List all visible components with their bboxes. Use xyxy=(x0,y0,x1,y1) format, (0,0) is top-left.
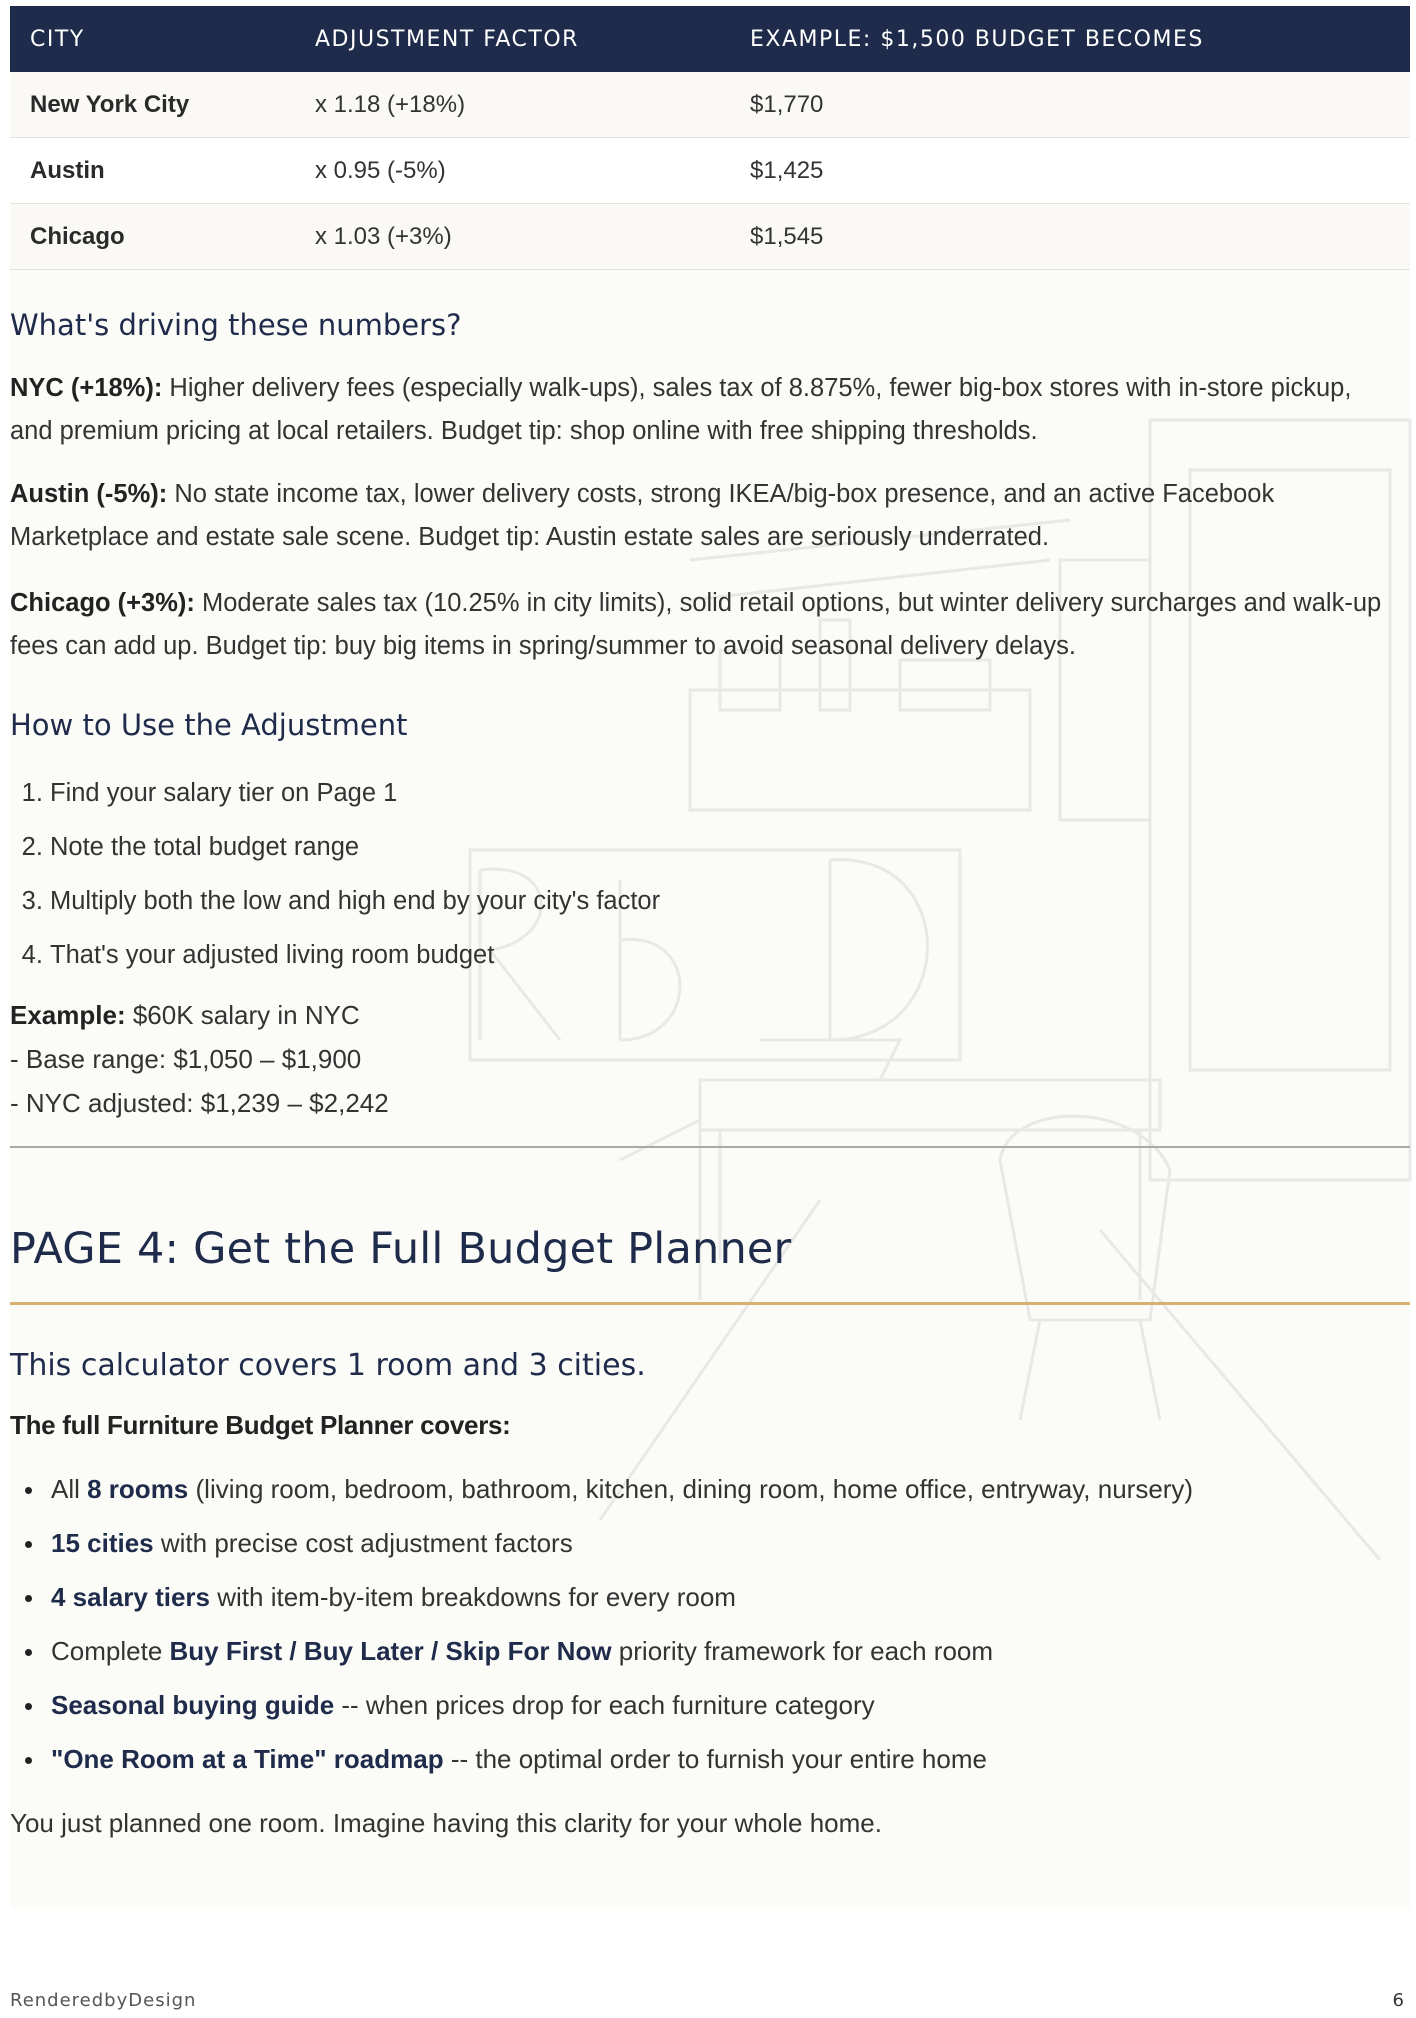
cell-example: $1,545 xyxy=(730,204,1410,270)
table-row xyxy=(10,204,1410,270)
feature-pre: Complete xyxy=(51,1636,170,1666)
feature-post: -- the optimal order to furnish your entire home xyxy=(443,1744,987,1774)
cell-factor: x 1.03 (+3%) xyxy=(295,204,730,270)
list-item: 2. Note the total budget range xyxy=(50,820,660,874)
footer-brand: RenderedbyDesign xyxy=(10,1990,197,2011)
example-text: $60K salary in NYC xyxy=(125,1000,360,1030)
list-item: 1. Find your salary tier on Page 1 xyxy=(50,766,660,820)
list-item xyxy=(51,1678,1193,1732)
driver-paragraph-nyc xyxy=(10,367,1400,453)
feature-post: (living room, bedroom, bathroom, kitchen, dining room, home office, entryway, nursery) xyxy=(188,1474,1194,1504)
title-underline xyxy=(10,1302,1410,1305)
list-item xyxy=(51,1624,1193,1678)
closing-line: You just planned one room. Imagine having this clarity for your whole home. xyxy=(10,1808,882,1838)
how-to-heading: How to Use the Adjustment xyxy=(10,708,408,742)
cell-city: Chicago xyxy=(10,204,295,270)
page4-subtitle: This calculator covers 1 room and 3 cities. xyxy=(10,1348,646,1383)
list-item xyxy=(51,1570,1193,1624)
column-header-city: CITY xyxy=(10,6,295,72)
example-line xyxy=(10,1000,360,1031)
feature-post: with precise cost adjustment factors xyxy=(153,1528,573,1558)
table-header-row xyxy=(10,6,1410,72)
table-row xyxy=(10,72,1410,138)
example-nyc-adjusted: - NYC adjusted: $1,239 – $2,242 xyxy=(10,1088,389,1118)
cell-factor: x 0.95 (-5%) xyxy=(295,138,730,204)
driver-label: NYC (+18%): xyxy=(10,374,163,402)
driver-text: Moderate sales tax (10.25% in city limits), solid retail options, but winter delivery surcharges and walk-up fees can add up. Budget tip: buy big items in spring/summer to avoid seasonal delivery delays. xyxy=(10,589,1382,660)
feature-highlight: 4 salary tiers xyxy=(51,1582,211,1612)
feature-pre: All xyxy=(51,1474,88,1504)
feature-highlight: 8 rooms xyxy=(87,1474,189,1504)
driver-label: Austin (-5%): xyxy=(10,480,168,508)
list-item: 3. Multiply both the low and high end by your city's factor xyxy=(50,874,660,928)
page-number: 6 xyxy=(1392,1990,1404,2011)
example-base-range: - Base range: $1,050 – $1,900 xyxy=(10,1044,362,1074)
feature-highlight: Buy First / Buy Later / Skip For Now xyxy=(169,1636,612,1666)
features-list xyxy=(10,1462,1193,1786)
driver-label: Chicago (+3%): xyxy=(10,589,195,617)
feature-post: with item-by-item breakdowns for every room xyxy=(210,1582,736,1612)
column-header-example: EXAMPLE: $1,500 BUDGET BECOMES xyxy=(730,6,1410,72)
document-page xyxy=(10,0,1410,2018)
list-item xyxy=(51,1732,1193,1786)
how-to-steps-list xyxy=(10,766,660,982)
section-divider xyxy=(10,1146,1410,1148)
list-item xyxy=(51,1516,1193,1570)
driver-paragraph-austin xyxy=(10,473,1400,559)
feature-post: -- when prices drop for each furniture category xyxy=(334,1690,875,1720)
feature-highlight: Seasonal buying guide xyxy=(51,1690,335,1720)
drivers-heading: What's driving these numbers? xyxy=(10,308,462,342)
cell-example: $1,770 xyxy=(730,72,1410,138)
page4-title: PAGE 4: Get the Full Budget Planner xyxy=(10,1224,792,1274)
list-item xyxy=(51,1462,1193,1516)
cell-example: $1,425 xyxy=(730,138,1410,204)
feature-highlight: 15 cities xyxy=(51,1528,154,1558)
feature-post: priority framework for each room xyxy=(611,1636,994,1666)
city-adjustment-table xyxy=(10,6,1410,270)
example-label: Example: xyxy=(10,1000,126,1030)
column-header-factor: ADJUSTMENT FACTOR xyxy=(295,6,730,72)
cell-city: Austin xyxy=(10,138,295,204)
covers-label: The full Furniture Budget Planner covers: xyxy=(10,1410,511,1440)
cell-factor: x 1.18 (+18%) xyxy=(295,72,730,138)
driver-text: Higher delivery fees (especially walk-ups), sales tax of 8.875%, fewer big-box stores with in-store pickup, and premium pricing at local retailers. Budget tip: shop online with free shipping thresholds. xyxy=(10,374,1352,445)
list-item: 4. That's your adjusted living room budget xyxy=(50,928,660,982)
table-row xyxy=(10,138,1410,204)
driver-paragraph-chicago xyxy=(10,582,1400,668)
driver-text: No state income tax, lower delivery costs, strong IKEA/big-box presence, and an active Facebook Marketplace and estate sale scene. Budget tip: Austin estate sales are seriously underrated. xyxy=(10,480,1275,551)
cell-city: New York City xyxy=(10,72,295,138)
feature-highlight: "One Room at a Time" roadmap xyxy=(51,1744,444,1774)
